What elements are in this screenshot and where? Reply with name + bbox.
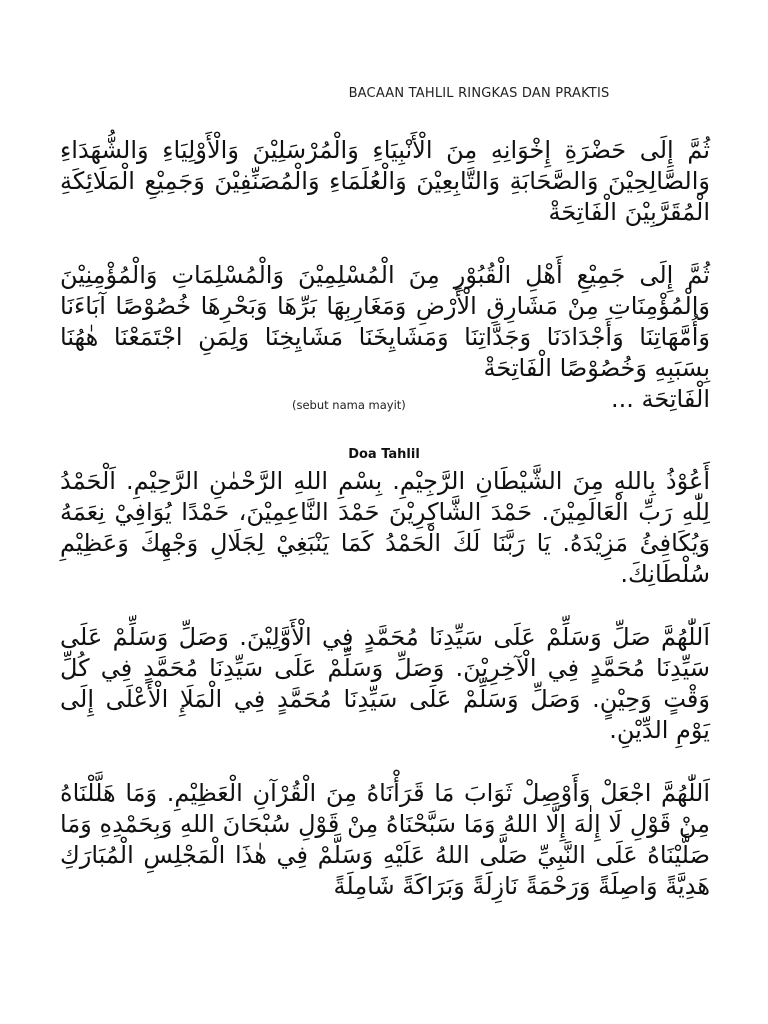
doa-text-1: أَعُوْذُ بِاللهِ مِنَ الشَّيْطَانِ الرَّجِيْمِ. بِسْمِ اللهِ الرَّحْمٰنِ الرَّحِيْمِ. اَلْحَمْدُ لِلّٰهِ رَبِّ الْعَالَمِيْنَ. حَمْدَ الشَّاكِرِيْنَ حَمْدَ النَّاعِمِيْنَ، حَمْدًا يُوَافِيْ نِعَمَهُ وَيُكَافِئُ مَزِيْدَهُ. يَا رَبَّنَا لَكَ الْحَمْدُ كَمَا يَنْبَغِيْ لِجَلَالِ وَجْهِكَ وَعَظِيْمِ سُلْطَانِكَ. xyxy=(60,467,710,588)
doa-paragraph-2 xyxy=(60,622,710,746)
doa-paragraph-3 xyxy=(60,778,710,902)
tahlil-text-2: ثُمَّ إِلَى جَمِيْعِ أَهْلِ الْقُبُوْرِ مِنَ الْمُسْلِمِيْنَ وَالْمُسْلِمَاتِ وَالْمُؤْمِنِيْنَ وَالْمُؤْمِنَاتِ مِنْ مَشَارِقِ الْأَرْضِ وَمَغَارِبِهَا بَرِّهَا وَبَحْرِهَا خُصُوْصًا آبَاءَنَا وَأُمَّهَاتِنَا وَأَجْدَادَنَا وَجَدَّاتِنَا وَمَشَايِخَنَا مَشَايِخِنَا وَلِمَنِ اجْتَمَعْنَا هٰهُنَا بِسَبَبِهِ وَخُصُوْصًا الْفَاتِحَةْ xyxy=(60,261,710,382)
tahlil-paragraph-1 xyxy=(60,135,710,228)
page-header: BACAAN TAHLIL RINGKAS DAN PRAKTIS xyxy=(348,86,610,101)
tahlil-paragraph-2 xyxy=(60,260,710,415)
mayit-note: (sebut nama mayit) xyxy=(292,398,406,412)
doa-paragraph-1 xyxy=(60,466,710,590)
doa-title: Doa Tahlil xyxy=(348,447,420,462)
tahlil-text-1: ثُمَّ إِلَى حَضْرَةِ إِخْوَانِهِ مِنَ الْأَنْبِيَاءِ وَالْمُرْسَلِيْنَ وَالْأَوْلِيَاءِ وَالشُّهَدَاءِ وَالصَّالِحِيْنَ وَالصَّحَابَةِ وَالتَّابِعِيْنَ وَالْعُلَمَاءِ وَالْمُصَنِّفِيْنَ وَجَمِيْعِ الْمَلَائِكَةِ الْمُقَرَّبِيْنَ الْفَاتِحَةْ xyxy=(60,136,710,226)
doa-text-3: اَللّٰهُمَّ اجْعَلْ وَأَوْصِلْ ثَوَابَ مَا قَرَأْنَاهُ مِنَ الْقُرْآنِ الْعَظِيْمِ. وَمَا هَلَّلْنَاهُ مِنْ قَوْلِ لَا إِلٰهَ إِلَّا اللهُ وَمَا سَبَّحْنَاهُ مِنْ قَوْلِ سُبْحَانَ اللهِ وَبِحَمْدِهِ وَمَا صَلَّيْنَاهُ عَلَى النَّبِيِّ صَلَّى اللهُ عَلَيْهِ وَسَلَّمْ فِي هٰذَا الْمَجْلِسِ الْمُبَارَكِ هَدِيَّةً وَاصِلَةً وَرَحْمَةً نَازِلَةً وَبَرَاكَةً شَامِلَةً xyxy=(60,779,710,900)
tahlil-text-2-end: الْفَاتِحَة ... xyxy=(611,385,710,413)
doa-text-2: اَللّٰهُمَّ صَلِّ وَسَلِّمْ عَلَى سَيِّدِنَا مُحَمَّدٍ فِي الْأَوَّلِيْنَ. وَصَلِّ وَسَلِّمْ عَلَى سَيِّدِنَا مُحَمَّدٍ فِي الْآخِرِيْنَ. وَصَلِّ وَسَلِّمْ عَلَى سَيِّدِنَا مُحَمَّدٍ فِي كُلِّ وَقْتٍ وَحِيْنٍ. وَصَلِّ وَسَلِّمْ عَلَى سَيِّدِنَا مُحَمَّدٍ فِي الْمَلَإِ الْأَعْلَى إِلَى يَوْمِ الدِّيْنِ. xyxy=(60,623,710,744)
